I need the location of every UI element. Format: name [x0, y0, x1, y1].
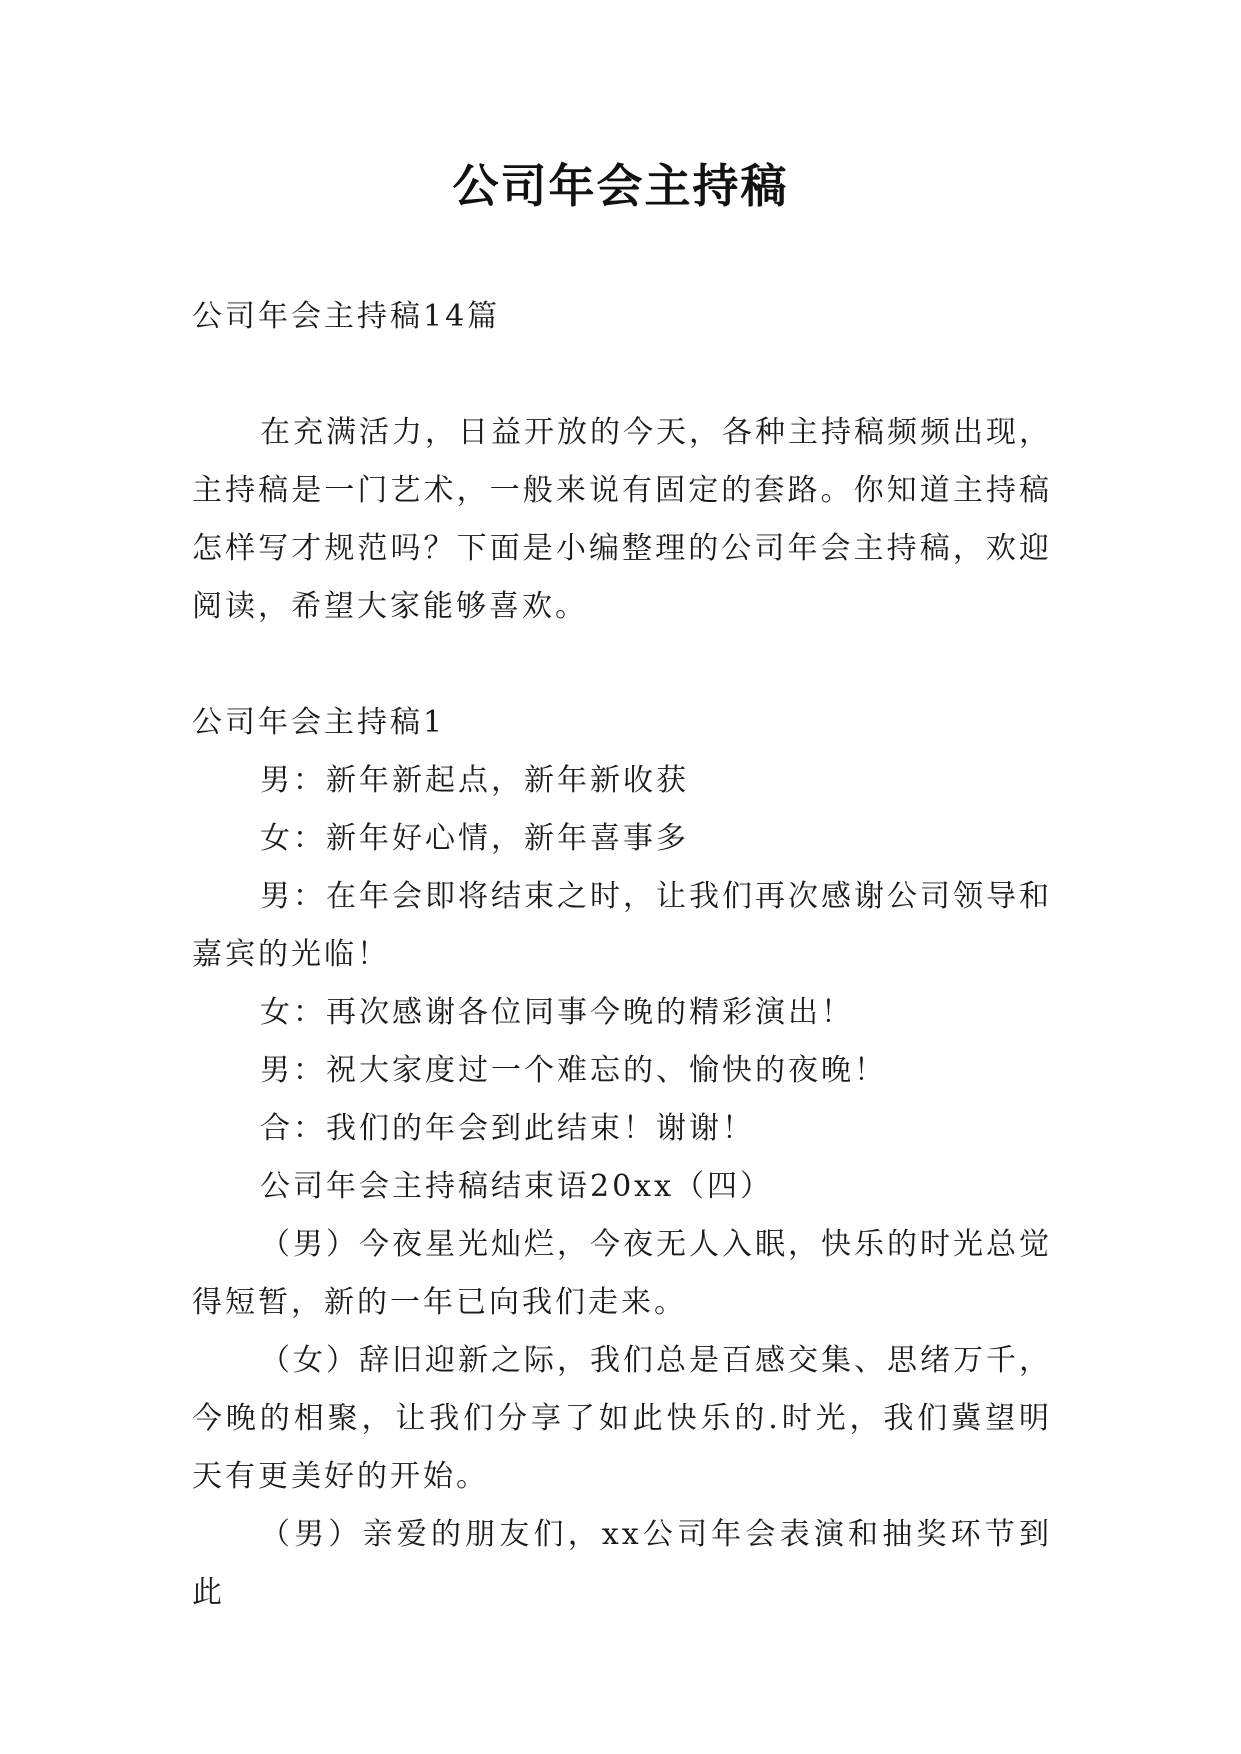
dialogue-line: （男）亲爱的朋友们，xx公司年会表演和抽奖环节到此	[192, 1517, 1052, 1610]
subsection-heading: 公司年会主持稿结束语20xx（四）	[260, 1169, 774, 1204]
intro-paragraph: 在充满活力，日益开放的今天，各种主持稿频频出现，主持稿是一门艺术，一般来说有固定的套路。你知道主持稿怎样写才规范吗？下面是小编整理的公司年会主持稿，欢迎阅读，希望大家能够喜欢。	[192, 415, 1052, 624]
dialogue-line: 男：祝大家度过一个难忘的、愉快的夜晚！	[260, 1053, 887, 1088]
section-heading: 公司年会主持稿1	[192, 705, 446, 740]
document-title: 公司年会主持稿	[452, 159, 789, 213]
spacer	[192, 346, 1052, 404]
document-subtitle: 公司年会主持稿14篇	[192, 299, 501, 334]
dialogue-line: 男：新年新起点，新年新收获	[260, 763, 689, 798]
dialogue-line: 合：我们的年会到此结束！谢谢！	[260, 1111, 755, 1146]
document-body	[192, 288, 1052, 1622]
dialogue-line: 女：新年好心情，新年喜事多	[260, 821, 689, 856]
spacer	[192, 636, 1052, 694]
dialogue-line: （女）辞旧迎新之际，我们总是百感交集、思绪万千，今晚的相聚，让我们分享了如此快乐的.时光，我们冀望明天有更美好的开始。	[192, 1343, 1052, 1494]
dialogue-line: （男）今夜星光灿烂，今夜无人入眠，快乐的时光总觉得短暂，新的一年已向我们走来。	[192, 1227, 1052, 1320]
dialogue-line: 男：在年会即将结束之时，让我们再次感谢公司领导和嘉宾的光临！	[192, 879, 1052, 972]
dialogue-line: 女：再次感谢各位同事今晚的精彩演出！	[260, 995, 854, 1030]
